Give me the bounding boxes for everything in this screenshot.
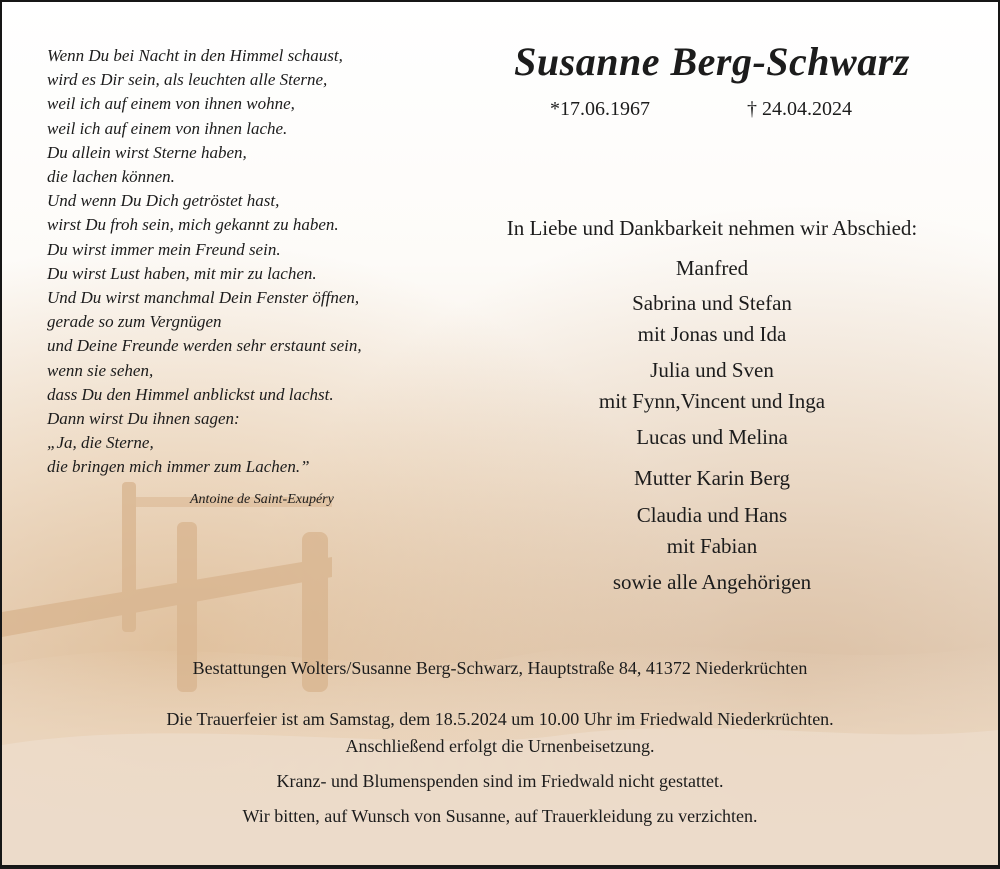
poem-line: Wenn Du bei Nacht in den Himmel schaust,: [47, 46, 343, 65]
mourner-line: Mutter Karin Berg: [634, 466, 790, 490]
flowers-note: Kranz- und Blumenspenden sind im Friedwald nicht gestattet.: [276, 771, 724, 791]
mourner-group: [432, 355, 992, 417]
poem-line: wenn sie sehen,: [47, 360, 154, 380]
poem-line: gerade so zum Vergnügen: [47, 312, 222, 332]
ceremony-info: Die Trauerfeier ist am Samstag, dem 18.5.2024 um 10.00 Uhr im Friedwald Niederkrüchten.: [166, 709, 834, 729]
farewell-intro: In Liebe und Dankbarkeit nehmen wir Abschied:: [506, 216, 918, 240]
poem-line: Du wirst Lust haben, mit mir zu lachen.: [47, 263, 317, 283]
mourner-line: Lucas und Melina: [636, 425, 788, 449]
birth-date: *17.06.1967: [550, 98, 650, 120]
poem-line: Dann wirst Du ihnen sagen:: [47, 409, 240, 429]
mourner-group: [432, 288, 992, 350]
poem-line: wirst Du froh sein, mich gekannt zu haben.: [47, 215, 339, 235]
mourner-group: [432, 422, 992, 453]
mourner-line: mit Fynn,Vincent und Inga: [598, 389, 826, 413]
mourner-group: [432, 567, 992, 598]
mourner-line: Julia und Sven: [650, 358, 774, 382]
poem-line: die bringen mich immer zum Lachen.”: [47, 457, 310, 477]
mourner-group: [432, 253, 992, 284]
poem-line: Du allein wirst Sterne haben,: [47, 142, 247, 162]
mourner-line: mit Fabian: [666, 534, 758, 558]
mourner-line: Claudia und Hans: [636, 503, 788, 527]
mourner-line: Sabrina und Stefan: [632, 291, 792, 315]
poem-line: dass Du den Himmel anblickst und lachst.: [47, 384, 334, 404]
mourner-line: Manfred: [675, 256, 749, 280]
funeral-home-address: Bestattungen Wolters/Susanne Berg-Schwarz, Hauptstraße 84, 41372 Niederkrüchten: [192, 658, 808, 678]
mourner-group: [432, 500, 992, 562]
poem-line: wird es Dir sein, als leuchten alle Sterne,: [47, 70, 328, 90]
clothing-note: Wir bitten, auf Wunsch von Susanne, auf Trauerkleidung zu verzichten.: [242, 806, 758, 826]
poem-line: Und Du wirst manchmal Dein Fenster öffnen,: [47, 288, 360, 308]
mourner-line: sowie alle Angehörigen: [612, 570, 812, 594]
poem-author: Antoine de Saint-Exupéry: [190, 492, 334, 507]
deceased-name: Susanne Berg-Schwarz: [514, 39, 910, 84]
poem-line: Und wenn Du Dich getröstet hast,: [47, 191, 280, 211]
mourner-line: mit Jonas und Ida: [637, 322, 787, 346]
poem-line: und Deine Freunde werden sehr erstaunt sein,: [47, 336, 362, 356]
death-date: † 24.04.2024: [747, 98, 852, 120]
poem-line: die lachen können.: [47, 167, 175, 187]
poem: [47, 44, 447, 480]
burial-info: Anschließend erfolgt die Urnenbeisetzung.: [345, 736, 655, 756]
poem-line: Du wirst immer mein Freund sein.: [47, 239, 281, 259]
poem-line: „Ja, die Sterne,: [47, 433, 154, 453]
poem-line: weil ich auf einem von ihnen wohne,: [47, 94, 295, 114]
mourner-group: [432, 463, 992, 494]
poem-line: weil ich auf einem von ihnen lache.: [47, 118, 288, 138]
